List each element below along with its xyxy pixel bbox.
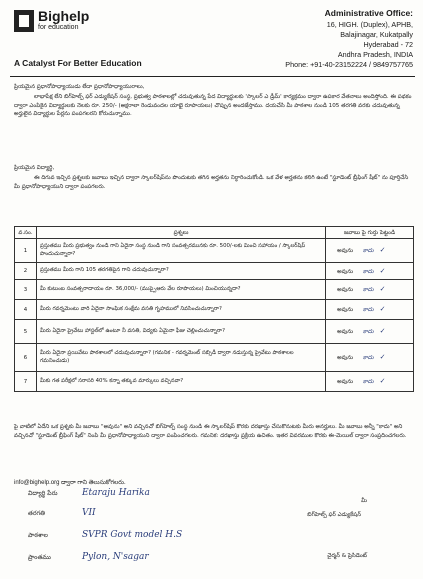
check-mark-icon: ✓ [379,327,386,335]
student-name-field [28,488,150,498]
office-title: Administrative Office: [324,8,413,18]
table-row [15,239,414,263]
yes-option[interactable]: అవును [337,268,354,275]
answer-cell[interactable] [326,263,414,280]
brand-subtitle: for education [38,24,79,31]
question-text: మీరు గవర్నమెంటు వారి ఏదైనా సాంఘిక సంక్షేమ వసతి గృహములో నివసించుచున్నారా? [36,300,325,320]
answer-cell[interactable] [326,280,414,300]
table-header-row [15,227,414,239]
table-row [15,344,414,372]
signature-organization: బిగ్‌హెల్ప్ ఫర్ ఎడ్యుకేషన్ [307,512,361,518]
contact-email-line [14,479,126,487]
table-row [15,320,414,344]
selected-answer[interactable]: కాదు [362,307,374,313]
eligibility-table [14,226,414,392]
check-mark-icon: ✓ [379,305,386,313]
selected-answer[interactable]: కాదు [362,379,374,385]
signature-greeting: మీ [361,498,367,504]
instruction-paragraph: ఈ దిగువ ఇచ్చిన ప్రశ్నలకు జవాబు ఇచ్చిన ద్వారా స్కాలర్‌షిప్‌ను పొందుటకు తగిన అర్హతను నిర్ధారించుకోండి. ఒక వేళ అర్హతను కలిగి ఉంటే "స్టూడెంట్ బ్రీఫింగ్ షీట్" ను పూర్తిచేసి మీ ప్రధానోపాధ్యాయుని ద్వారా పంపగలరు. [14,175,409,190]
table-row [15,280,414,300]
row-number: 6 [15,344,37,372]
student-salutation: ప్రియమైన విద్యార్థి, [14,165,55,171]
office-line: Andhra Pradesh, INDIA [337,50,413,59]
yes-option[interactable]: అవును [337,248,354,254]
salutation: ప్రియమైన ప్రధానోపాధ్యాయుడు లేదా ప్రధానోపాధ్యాయురాలు, [14,84,145,90]
question-text: మీకు గత పరీక్షలో సరాసరి 40% కన్నా తక్కువ మార్కులు వచ్చినవా? [36,372,325,392]
office-phone: Phone: +91-40-23152224 / 9849757765 [285,60,413,69]
school-field [28,530,182,540]
selected-answer[interactable]: కాదు [362,287,374,293]
check-mark-icon: ✓ [379,377,386,385]
place-value[interactable]: Pylon, N'sagar [81,552,149,562]
office-line: Hyderabad - 72 [363,40,413,49]
answer-cell[interactable] [326,372,414,392]
check-mark-icon: ✓ [379,246,386,254]
question-text: మీరు ఏదైనా ప్రయివేటు పాఠశాలలో చదువుచున్నారా? (గమనిక - గవర్నమెంట్ సబ్సిడీ ద్వారా నడుస్తున్న ప్రైవేటు పాఠశాలల గమనించుడు) [36,344,325,372]
yes-option[interactable]: అవును [337,287,354,293]
question-text: ప్రస్తుతము మీరు గాని 105 తరగతిపైన గాని చదువుచున్నారా? [36,263,325,280]
office-line: Balajinagar, Kukatpally [340,30,413,39]
header-divider [10,76,415,77]
question-text: ప్రస్తుతము మీరు ప్రభుత్వం నుండి గాని ఏదైనా సంస్థ నుండి గాని సంవత్సరమునకు రూ. 500/-లకు మించి సహాయం / స్కాలర్‌షిప్ పొందుచున్నారా? [36,239,325,263]
intro-paragraph: లాభాపేక్ష లేని బిగ్‌హెల్ప్ ఫర్ ఎడ్యుకేషన్ సంస్థ, ప్రభుత్వ పాఠశాలల్లో చదువుతున్న పేద విద్యార్థులకు 'స్కాలర్ ఎ డ్రీమ్' కార్యక్రమం ద్వారా ఉపకార వేతనాలు అందిస్తోంది. ఈ పథకం ద్వారా ఎంపికైన విద్యార్థులకు నెలకు రూ. 250/- (అక్షరాలా రెండువందల యాభై రూపాయలు) చొప్పున అందజేస్తాము. దయచేసి మీ పాఠశాల నుండి 105 తరగతి వరకు చదువుతున్న అర్హులైన విద్యార్థుల పేర్లను పంపగలరని కోరుచున్నాము. [14,94,412,118]
place-label: ప్రాంతము [28,554,51,561]
place-field [28,552,149,562]
answer-cell[interactable] [326,320,414,344]
class-field [28,508,96,518]
selected-answer[interactable]: కాదు [362,248,374,254]
email-suffix: ద్వారా గాని తెలుసుకోగలరు. [61,480,126,486]
row-number: 3 [15,280,37,300]
table-row [15,372,414,392]
check-mark-icon: ✓ [379,353,386,361]
tagline: A Catalyst For Better Education [14,58,142,68]
num-header: వ.సం. [15,227,37,239]
selected-answer[interactable]: కాదు [362,268,374,275]
question-header: ప్రశ్నలు [36,227,325,239]
check-mark-icon: ✓ [379,266,386,275]
yes-option[interactable]: అవును [337,329,354,335]
school-value[interactable]: SVPR Govt model H.S [81,530,183,540]
contact-email[interactable]: info@bighelp.org [14,480,60,486]
question-text: మీ కుటుంబ సంవత్సరాదాయం రూ. 36,000/- (ముప్పైఆరు వేల రూపాయలు) మించియున్నదా? [36,280,325,300]
closing-paragraph: పై వాటిలో ఏదేని ఒక ప్రశ్నకు మీ జవాబు "అవును" అని వచ్చినచో బిగ్‌హెల్ప్ సంస్థ నుండి ఈ స్కాలర్‌షిప్ కొరకు దరఖాస్తు చేసుకొనుటకు మీరు అనర్హులు. మీ జవాబు అన్నీ "కాదు" అని వచ్చినచో "స్టూడెంట్ బ్రీఫింగ్ షీట్" నింపి మీ ప్రధానోపాధ్యాయుని ద్వారా పంపించగలరు. గమనిక: దరఖాస్తు ప్రక్రియ ఉచితం. ఇతర వివరముల కొరకు ఈ-మెయిల్ ద్వారా సంప్రదించగలరు. [14,424,407,439]
table-row [15,263,414,280]
selected-answer[interactable]: కాదు [362,329,374,335]
name-label: విద్యార్థి పేరు [28,490,58,497]
class-label: తరగతి [28,510,45,517]
row-number: 5 [15,320,37,344]
class-value[interactable]: VII [81,508,96,518]
row-number: 4 [15,300,37,320]
row-number: 7 [15,372,37,392]
brand-name: Bighelp [38,8,90,24]
selected-answer[interactable]: కాదు [362,355,374,361]
yes-option[interactable]: అవును [337,355,354,361]
name-value[interactable]: Etaraju Harika [81,488,150,498]
row-number: 1 [15,239,37,263]
answer-cell[interactable] [326,239,414,263]
yes-option[interactable]: అవును [337,307,354,313]
answer-cell[interactable] [326,344,414,372]
office-line: 16, HIGH. (Duplex), APHB, [326,20,413,29]
school-label: పాఠశాల [28,532,48,539]
answer-cell[interactable] [326,300,414,320]
table-row [15,300,414,320]
yes-option[interactable]: అవును [337,379,354,385]
signature-title: చైర్మన్ & ప్రెసిడెంట్ [327,553,367,559]
answer-header: జవాబు పై గుర్తు పెట్టండి [326,227,414,239]
row-number: 2 [15,263,37,280]
office-address [243,8,413,70]
check-mark-icon: ✓ [379,285,386,293]
question-text: మీరు ఏదైనా ప్రైవేటు హాస్టల్‌లో ఉంటూ నీ వసతి, విద్యకు ఏమైనా ఫీజు చెల్లించుచున్నారా? [36,320,325,344]
bighelp-logo-icon [14,10,34,32]
